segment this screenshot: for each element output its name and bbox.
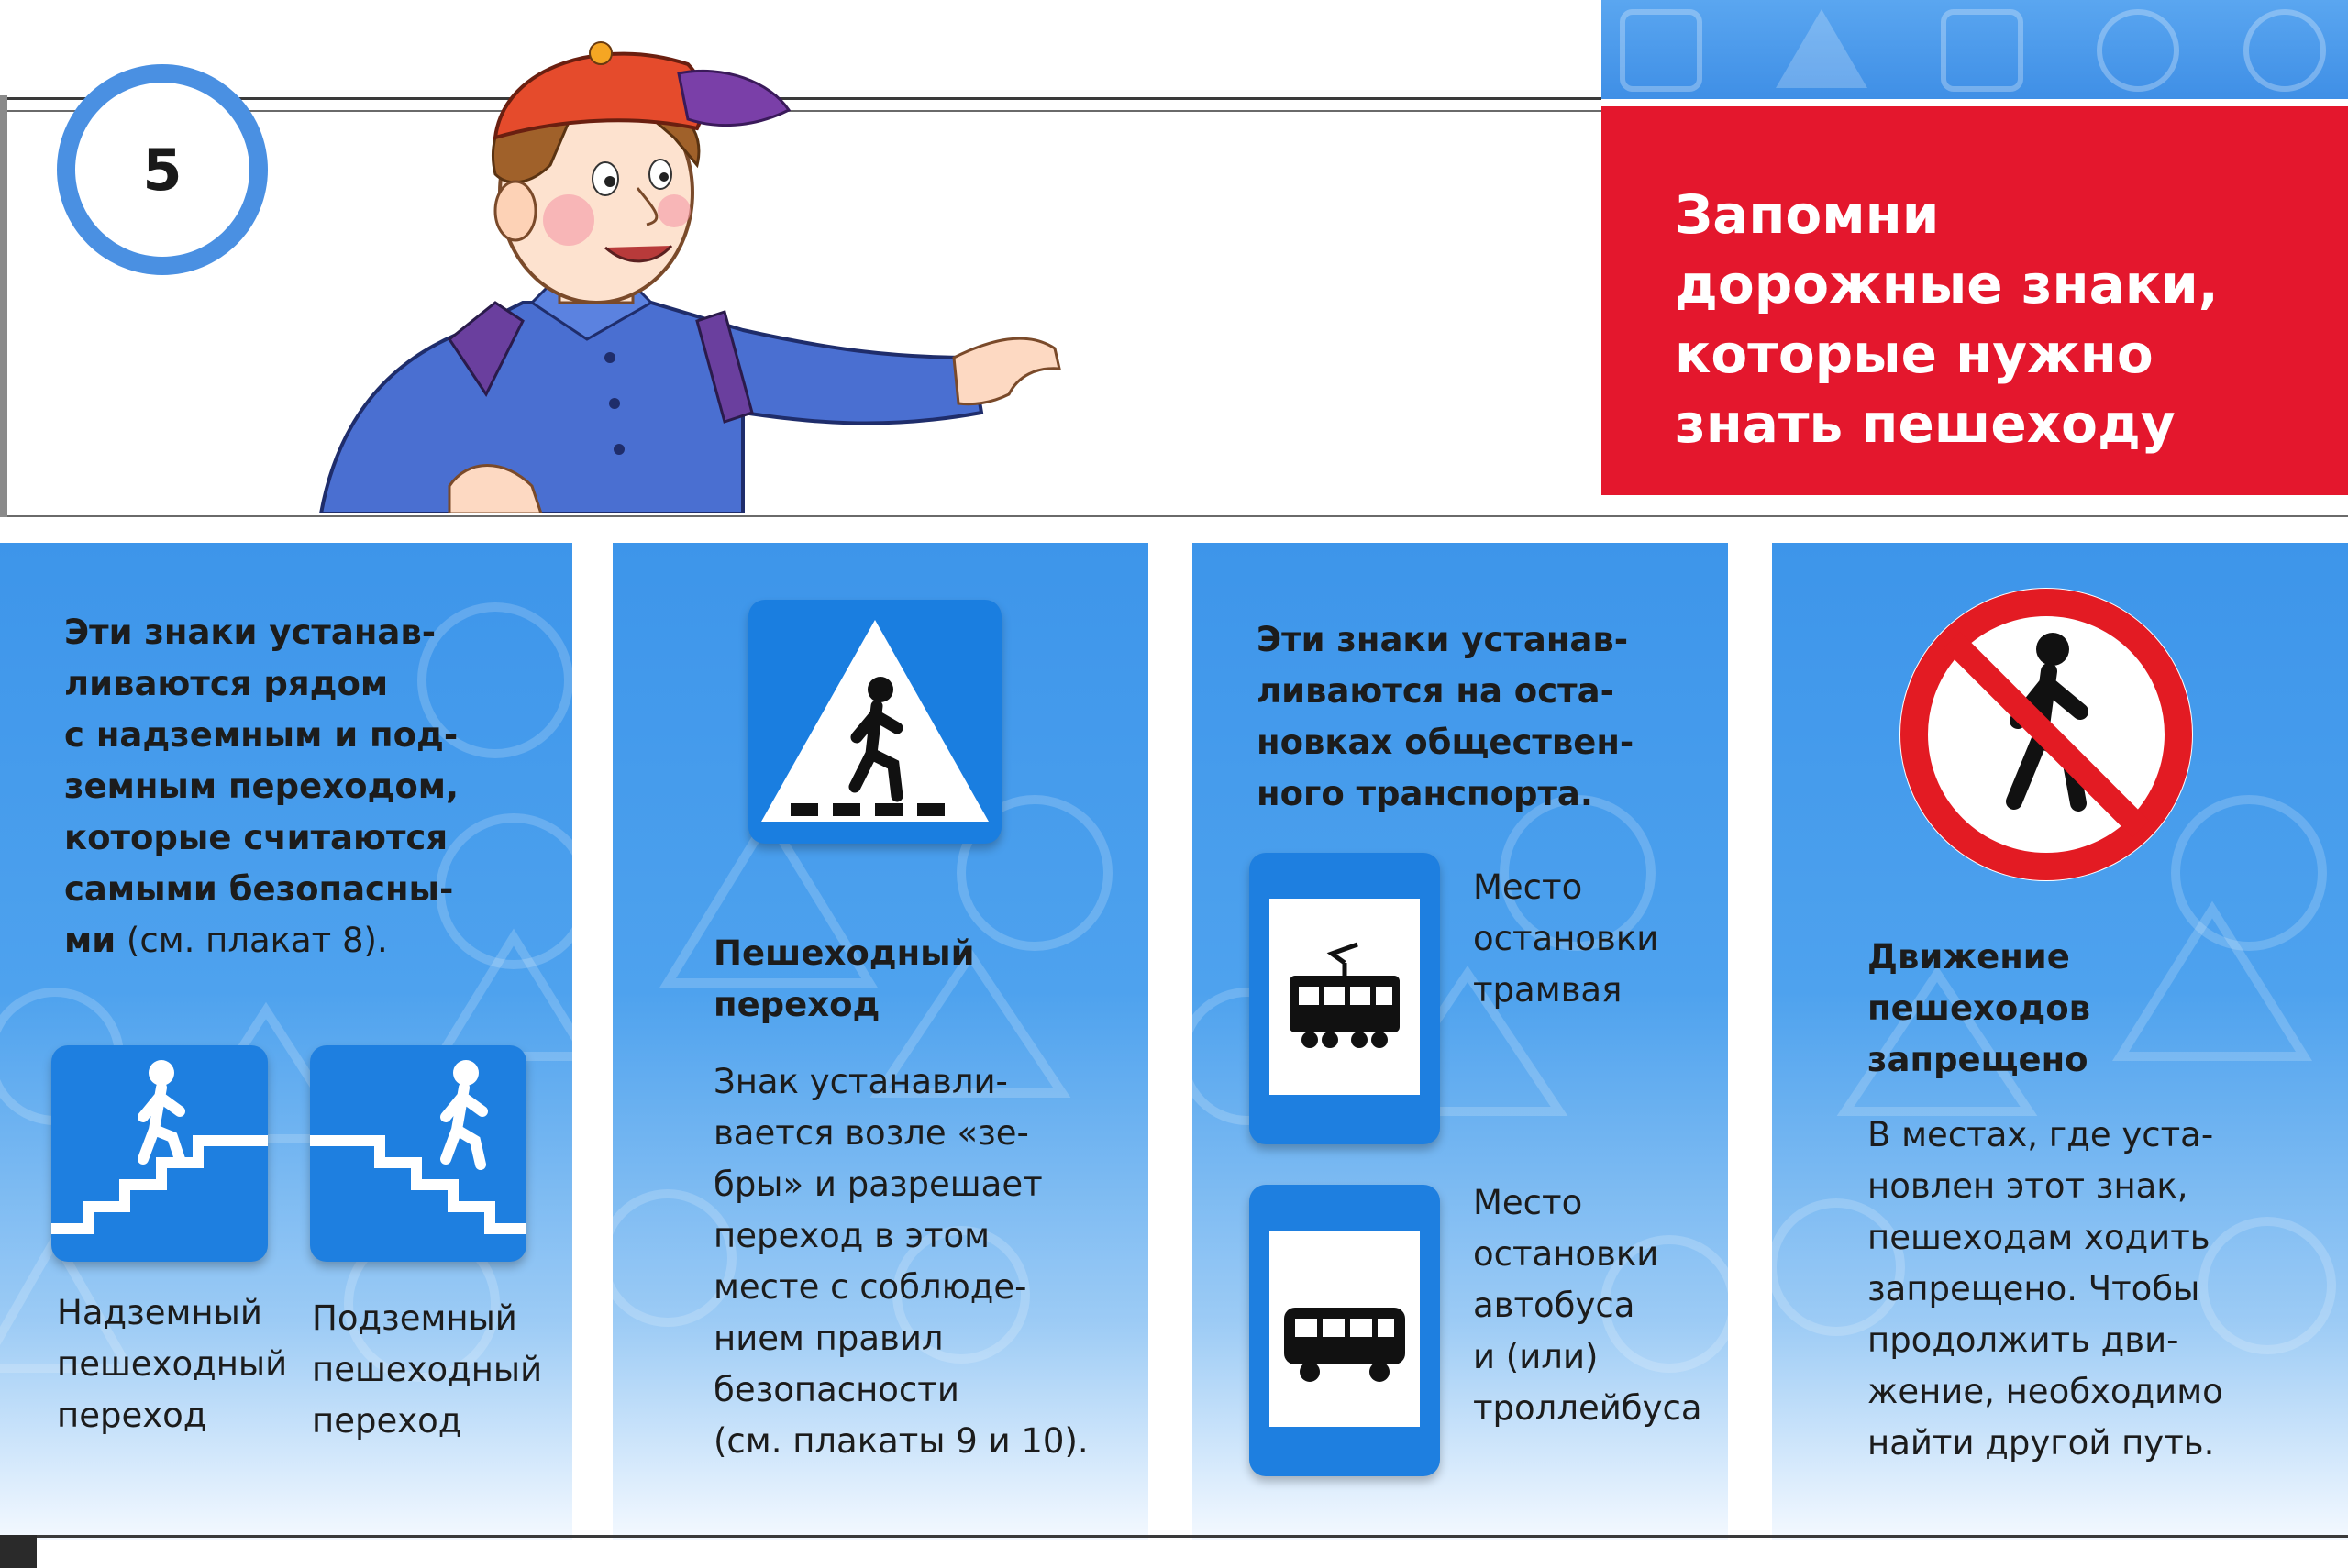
pedestrian-crossing-sign-icon: [748, 600, 1002, 844]
overpass-sign-icon: [51, 1045, 268, 1262]
bus-stop-sign: [1249, 1185, 1440, 1476]
page-number-badge: [57, 64, 268, 275]
panel3-lead-text: Эти знаки устанав- ливаются на оста- новках обществен- ного транспорта.: [1257, 620, 1634, 813]
bus-stop-sign-icon: [1249, 1185, 1440, 1476]
boy-illustration: [312, 28, 1064, 513]
car-sign-ghost-icon: [1620, 9, 1702, 92]
no-pedestrians-heading: Движение пешеходов запрещено: [1867, 937, 2091, 1079]
pedestrian-crossing-body: Знак устанавли- вается возле «зе- бры» и разрешает переход в этом месте с соблюде- нием правил безопасности (см. плакаты 9 и 10).: [714, 1062, 1089, 1461]
panel-pedestrian-crossing: [613, 543, 1148, 1540]
car-sign-ghost-icon-2: [2243, 9, 2326, 92]
panel-overpass-underpass: [0, 543, 572, 1540]
left-edge-bar: [0, 95, 7, 517]
overpass-sign: [51, 1045, 268, 1262]
pedestrian-crossing-heading: Пешеходный переход: [714, 933, 975, 1024]
pedestrian-crossing-sign: [748, 600, 1002, 844]
tram-stop-sign: [1249, 853, 1440, 1144]
title-box: [1601, 106, 2348, 495]
underpass-sign-icon: [310, 1045, 526, 1262]
tram-stop-sign-icon: [1249, 853, 1440, 1144]
first-aid-sign-ghost-icon: [1941, 9, 2023, 92]
no-pedestrians-body: В местах, где уста- новлен этот знак, пешеходам ходить запрещено. Чтобы продолжить дви- жение, необходимо найти другой путь.: [1867, 1115, 2223, 1463]
page-number: 5: [142, 136, 183, 204]
bus-stop-caption: Место остановки автобуса и (или) троллейбуса: [1473, 1183, 1702, 1428]
overpass-caption: Надземный пешеходный переход: [57, 1293, 288, 1435]
panel1-lead-text: Эти знаки устанав- ливаются рядом с надземным и под- земным переходом, которые считаются самыми безопасны- ми (см. плакат 8).: [64, 613, 460, 960]
tram-stop-caption: Место остановки трамвая: [1473, 867, 1659, 1010]
mid-rule: [0, 515, 2348, 517]
roadwork-sign-ghost-icon: [1776, 9, 1867, 88]
page-title: Запомни дорожные знаки, которые нужно знать пешеходу: [1675, 183, 2219, 455]
panel-no-pedestrians: [1772, 543, 2348, 1540]
panel-transport-stops: [1192, 543, 1728, 1540]
underpass-caption: Подземный пешеходный переход: [312, 1298, 543, 1441]
bottom-left-corner-mark: [0, 1535, 37, 1568]
header-signs-strip: [1601, 0, 2348, 99]
bicycle-sign-ghost-icon: [2097, 9, 2179, 92]
no-pedestrians-sign-icon: [1895, 583, 2198, 886]
underpass-sign: [310, 1045, 526, 1262]
bottom-rule: [0, 1535, 2348, 1538]
